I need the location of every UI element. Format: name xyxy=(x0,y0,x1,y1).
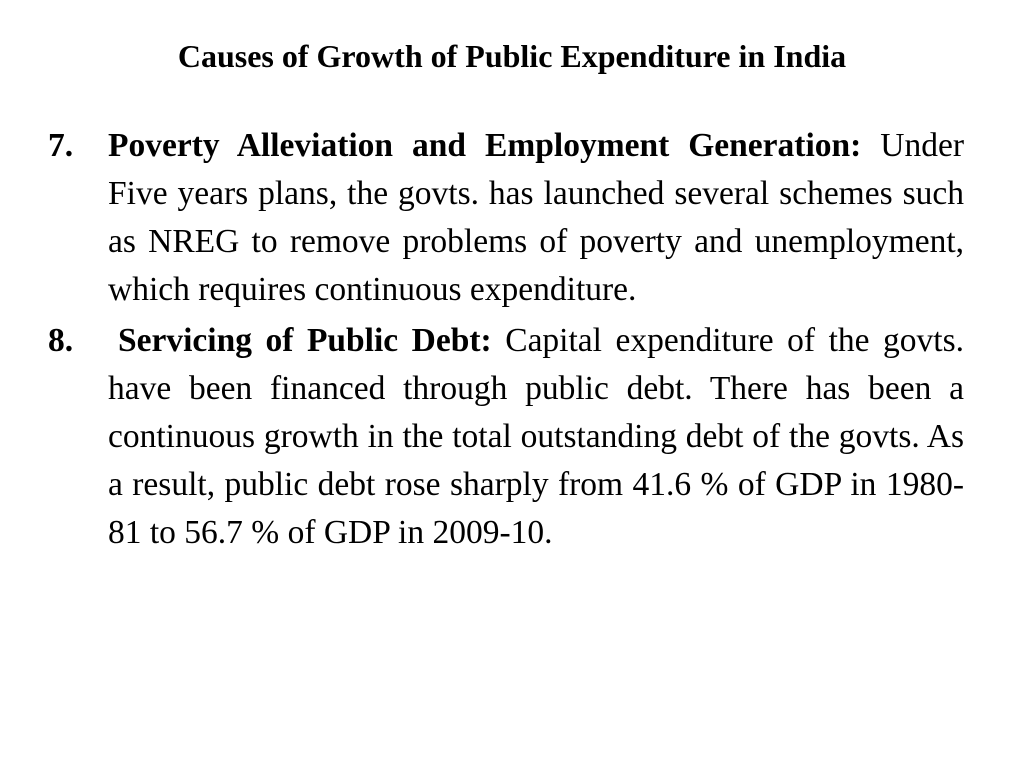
item-body: Under Five years plans, the govts. has launched several schemes such as NREG to remove problems of poverty and unemployment, which requires continuous expenditure. xyxy=(108,127,964,308)
item-heading: Servicing of Public Debt: xyxy=(118,322,492,359)
item-body: Capital expenditure of the govts. have been financed through public debt. There has been a continuous growth in the total outstanding debt of the govts. As a result, public debt rose sharply from 41.6 % of GDP in 1980-81 to 56.7 % of GDP in 2009-10. xyxy=(108,322,965,551)
slide-title: Causes of Growth of Public Expenditure in India xyxy=(177,38,847,74)
list-item xyxy=(48,122,964,314)
item-heading: Poverty Alleviation and Employment Generation: xyxy=(108,127,862,164)
causes-list xyxy=(48,122,964,560)
item-number: 7. xyxy=(48,127,74,164)
item-number: 8. xyxy=(48,322,74,359)
list-item xyxy=(48,317,964,557)
